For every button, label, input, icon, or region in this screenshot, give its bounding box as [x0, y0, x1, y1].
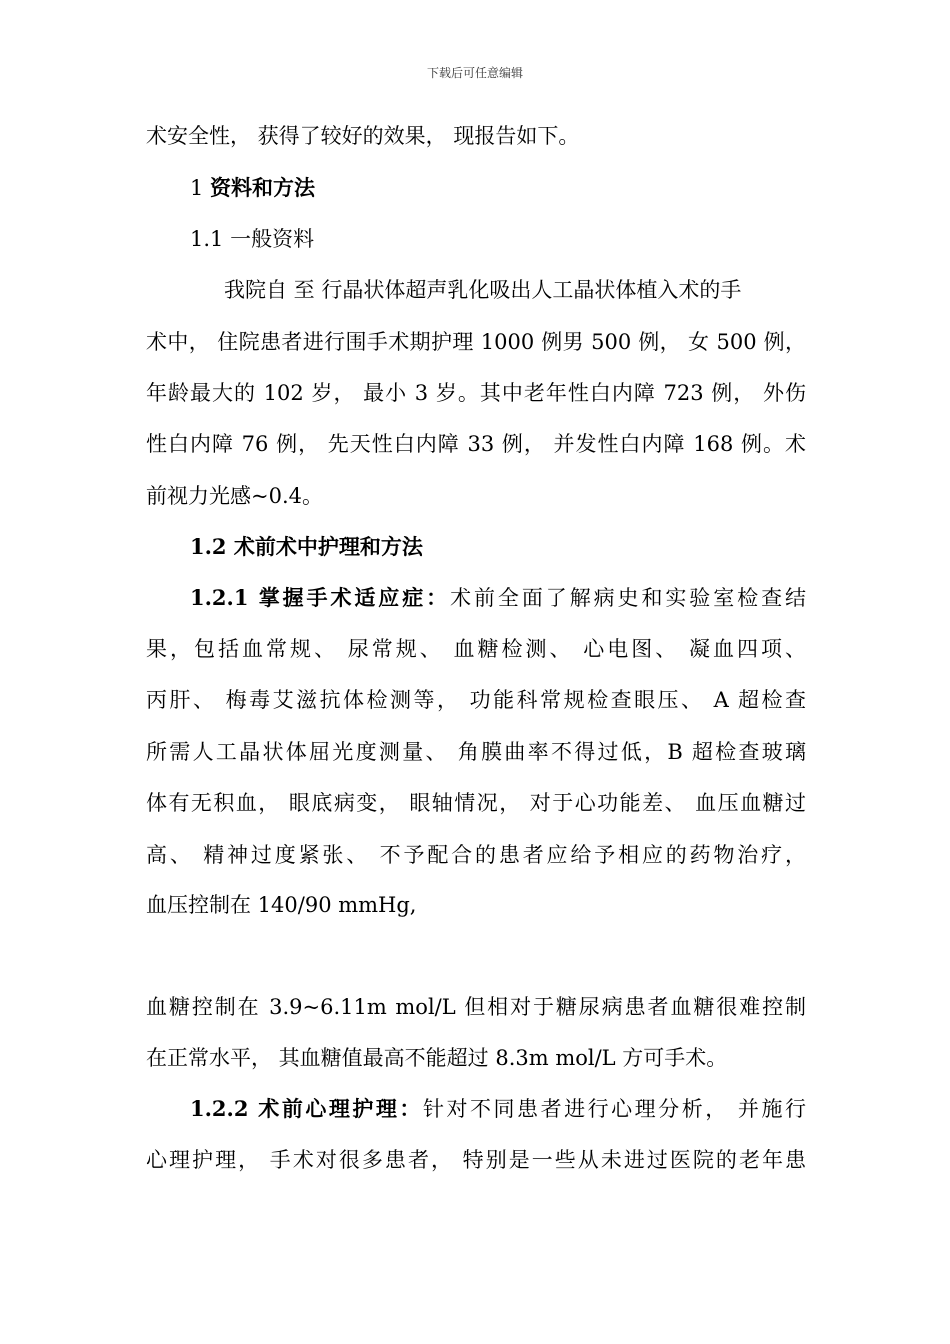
- paragraph-line: 我院自 至 行晶状体超声乳化吸出人工晶状体植入术的手: [224, 278, 742, 302]
- subsection-text: 术前全面了解病史和实验室检查结: [450, 586, 806, 610]
- section-heading-1-2: 1.2 术前术中护理和方法: [190, 534, 423, 559]
- paragraph-line: 年龄最大的 102 岁， 最小 3 岁。其中老年性白内障 723 例， 外伤: [146, 381, 806, 405]
- paragraph-line: 血压控制在 140/90 mmHg,: [146, 893, 417, 917]
- paragraph-line: 丙肝、 梅毒艾滋抗体检测等， 功能科常规检查眼压、 A 超检查: [146, 688, 806, 712]
- paragraph-line: 体有无积血， 眼底病变， 眼轴情况， 对于心功能差、 血压血糖过: [146, 791, 806, 815]
- subsection-label: 1.2.1 掌握手术适应症：: [190, 585, 451, 610]
- paragraph-line: 在正常水平， 其血糖值最高不能超过 8.3m mol/L 方可手术。: [146, 1046, 728, 1070]
- paragraph-line: 术中， 住院患者进行围手术期护理 1000 例男 500 例， 女 500 例，: [146, 330, 806, 354]
- heading-number: 1: [190, 176, 211, 200]
- paragraph-line: 高、 精神过度紧张、 不予配合的患者应给予相应的药物治疗，: [146, 843, 806, 867]
- section-heading-1: [190, 174, 850, 202]
- paragraph-line: 血糖控制在 3.9~6.11m mol/L 但相对于糖尿病患者血糖很难控制: [146, 995, 806, 1019]
- page-header: 下载后可任意编辑: [426, 66, 523, 80]
- paragraph-line: 术安全性， 获得了较好的效果， 现报告如下。: [146, 124, 580, 148]
- heading-title: 资料和方法: [210, 175, 316, 200]
- paragraph-line: 心理护理， 手术对很多患者， 特别是一些从未进过医院的老年患: [146, 1148, 806, 1172]
- paragraph-line: 果，包括血常规、 尿常规、 血糖检测、 心电图、 凝血四项、: [146, 637, 806, 661]
- subsection-1-2-2: [190, 1095, 806, 1123]
- subsection-label: 1.2.2 术前心理护理：: [190, 1096, 423, 1121]
- paragraph-line: 性白内障 76 例， 先天性白内障 33 例， 并发性白内障 168 例。术: [146, 432, 806, 456]
- subsection-text: 针对不同患者进行心理分析， 并施行: [422, 1097, 806, 1121]
- subsection-1-2-1: [190, 584, 806, 612]
- paragraph-line: 前视力光感~0.4。: [146, 484, 323, 508]
- paragraph-line: 所需人工晶状体屈光度测量、 角膜曲率不得过低，B 超检查玻璃: [146, 740, 806, 764]
- section-heading-1-1: 1.1 一般资料: [190, 227, 315, 251]
